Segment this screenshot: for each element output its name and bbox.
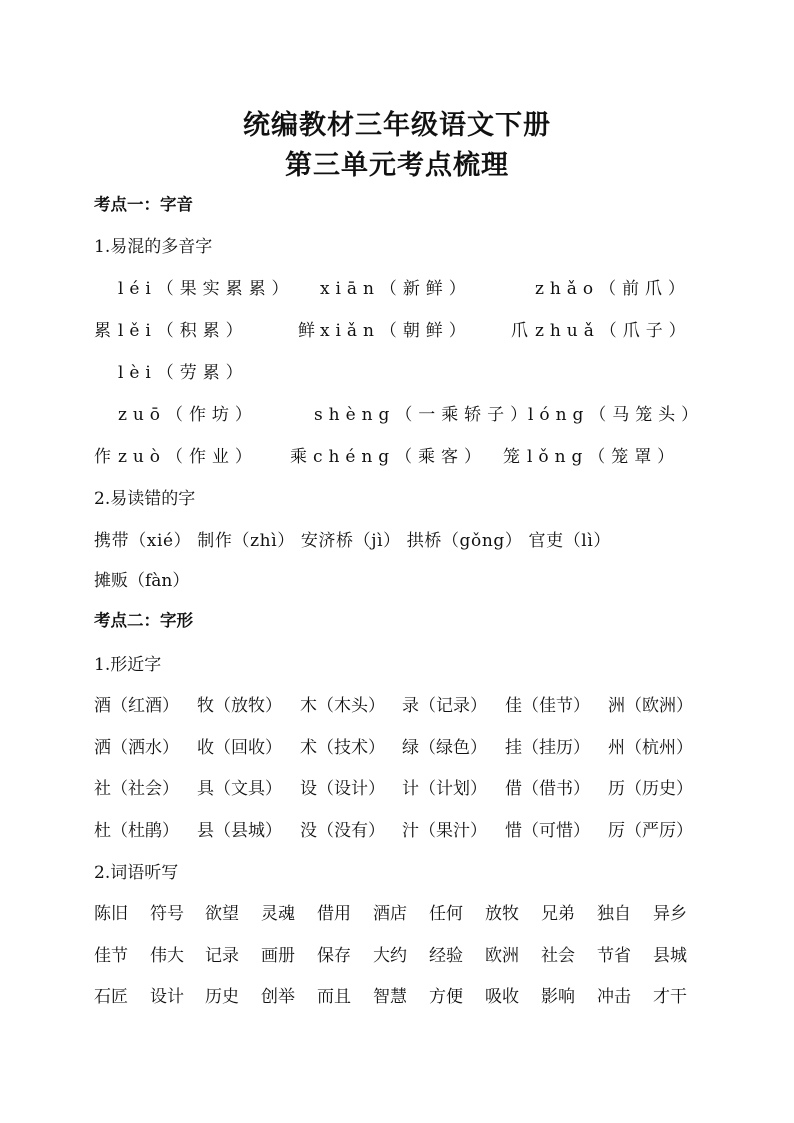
similar-item: 汁（果汁）: [402, 821, 487, 841]
dictation-word: 欲望: [205, 904, 239, 924]
dictation-word: 方便: [429, 987, 463, 1007]
dictation-word: 酒店: [373, 904, 407, 924]
polyphone-char-long: 笼: [503, 447, 520, 467]
dictation-word: 而且: [317, 987, 351, 1007]
polyphone-char-xian: 鲜: [298, 321, 315, 341]
similar-item: 历（历史）: [608, 779, 693, 799]
polyphone-xian-1: xiān（新鲜）: [320, 279, 472, 299]
similar-item: 收（回收）: [197, 738, 282, 758]
similar-item: 挂（挂历）: [505, 738, 590, 758]
polyphone-lei-3: lèi（劳累）: [118, 363, 249, 383]
dictation-word: 大约: [373, 946, 407, 966]
dictation-word: 独自: [597, 904, 631, 924]
dictation-word: 社会: [541, 946, 575, 966]
polyphone-zhua: zhuǎ（爪子）: [535, 321, 692, 341]
dictation-word: 佳节: [94, 946, 128, 966]
similar-item: 借（借书）: [505, 779, 590, 799]
subheading-misread: 2.易读错的字: [94, 489, 196, 509]
polyphone-lei-2: lěi（积累）: [118, 321, 249, 341]
polyphone-char-cheng: 乘: [290, 447, 307, 467]
polyphone-xian-2: xiǎn（朝鲜）: [320, 321, 472, 341]
document-title-line1: 统编教材三年级语文下册: [243, 110, 551, 141]
misread-words-line1: 携带（xié） 制作（zhì） 安济桥（jì） 拱桥（gǒng） 官吏（lì）: [94, 531, 611, 551]
dictation-word: 记录: [205, 946, 239, 966]
section-heading-pronunciation: 考点一：字音: [94, 195, 193, 214]
similar-item: 厉（严厉）: [608, 821, 693, 841]
similar-item: 录（记录）: [402, 696, 487, 716]
polyphone-char-zuo: 作: [94, 447, 111, 467]
dictation-word: 伟大: [150, 946, 184, 966]
similar-item: 佳（佳节）: [505, 696, 590, 716]
dictation-word: 创举: [261, 987, 295, 1007]
similar-item: 术（技术）: [300, 738, 385, 758]
similar-item: 洲（欧洲）: [608, 696, 693, 716]
dictation-word: 石匠: [94, 987, 128, 1007]
similar-item: 杜（杜鹃）: [94, 821, 179, 841]
dictation-word: 异乡: [653, 904, 687, 924]
polyphone-lei-1: léi（果实累累）: [118, 279, 295, 299]
polyphone-sheng: shèng（一乘轿子）: [314, 405, 534, 425]
dictation-word: 县城: [653, 946, 687, 966]
polyphone-cheng: chéng（乘客）: [313, 447, 487, 467]
similar-item: 牧（放牧）: [197, 696, 282, 716]
similar-item: 没（没有）: [300, 821, 385, 841]
polyphone-char-zhua: 爪: [511, 321, 528, 341]
dictation-word: 兄弟: [541, 904, 575, 924]
dictation-word: 历史: [205, 987, 239, 1007]
dictation-word: 设计: [150, 987, 184, 1007]
polyphone-long-2: lǒng（笼罩）: [527, 447, 681, 467]
misread-words-line2: 摊贩（fàn）: [94, 571, 190, 591]
dictation-word: 放牧: [485, 904, 519, 924]
section-heading-glyph: 考点二：字形: [94, 611, 193, 630]
dictation-word: 智慧: [373, 987, 407, 1007]
similar-item: 绿（绿色）: [402, 738, 487, 758]
dictation-word: 保存: [317, 946, 351, 966]
similar-item: 县（县城）: [197, 821, 282, 841]
dictation-word: 符号: [150, 904, 184, 924]
dictation-word: 经验: [429, 946, 463, 966]
dictation-word: 陈旧: [94, 904, 128, 924]
dictation-word: 画册: [261, 946, 295, 966]
subheading-similar-chars: 1.形近字: [94, 655, 162, 675]
dictation-word: 欧洲: [485, 946, 519, 966]
polyphone-long-1: lóng（马笼头）: [528, 405, 705, 425]
similar-item: 洒（洒水）: [94, 738, 179, 758]
similar-item: 州（杭州）: [608, 738, 693, 758]
polyphone-char-lei: 累: [94, 321, 111, 341]
dictation-word: 灵魂: [261, 904, 295, 924]
similar-item: 具（文具）: [197, 779, 282, 799]
dictation-word: 吸收: [485, 987, 519, 1007]
polyphone-zhao: zhǎo（前爪）: [535, 279, 691, 299]
dictation-word: 节省: [597, 946, 631, 966]
dictation-word: 借用: [317, 904, 351, 924]
polyphone-zuo-1: zuō（作坊）: [118, 405, 258, 425]
similar-item: 木（木头）: [300, 696, 385, 716]
subheading-dictation: 2.词语听写: [94, 863, 179, 883]
similar-item: 惜（可惜）: [505, 821, 590, 841]
dictation-word: 冲击: [597, 987, 631, 1007]
similar-item: 计（计划）: [402, 779, 487, 799]
document-title-line2: 第三单元考点梳理: [285, 150, 509, 181]
polyphone-zuo-2: zuò（作业）: [118, 447, 258, 467]
similar-item: 设（设计）: [300, 779, 385, 799]
subheading-polyphones: 1.易混的多音字: [94, 237, 213, 257]
dictation-word: 任何: [429, 904, 463, 924]
similar-item: 酒（红酒）: [94, 696, 179, 716]
dictation-word: 才干: [653, 987, 687, 1007]
dictation-word: 影响: [541, 987, 575, 1007]
similar-item: 社（社会）: [94, 779, 179, 799]
